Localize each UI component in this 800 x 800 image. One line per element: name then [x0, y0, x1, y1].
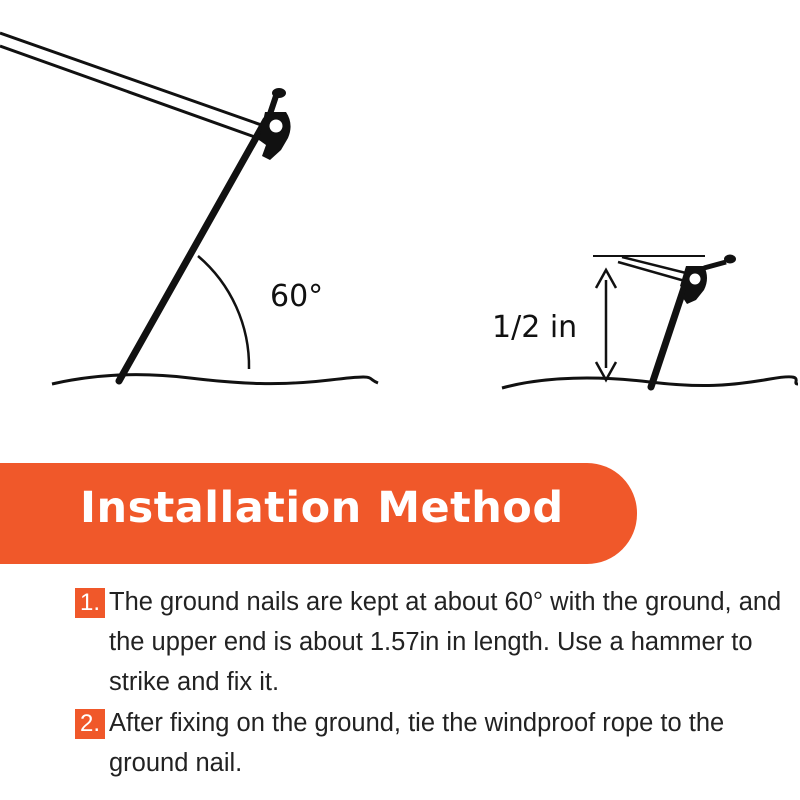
angle-label: 60° — [270, 279, 324, 314]
instruction-list — [75, 582, 790, 783]
instruction-step-2 — [75, 703, 790, 783]
height-illustration — [492, 255, 798, 389]
step-text: After fixing on the ground, tie the windproof rope to the ground nail. — [109, 709, 725, 777]
rope-left — [0, 33, 270, 141]
stake-right — [651, 276, 688, 387]
stake-hook-right — [680, 255, 736, 305]
instruction-step-1 — [75, 582, 790, 702]
stake-hook-left — [259, 88, 291, 160]
height-label: 1/2 in — [492, 310, 578, 345]
stake-left — [119, 120, 266, 381]
angle-arc — [198, 256, 249, 369]
banner-title: Installation Method — [80, 483, 564, 533]
step-number-badge: 2. — [75, 709, 105, 739]
height-arrow — [596, 270, 616, 380]
angle-illustration — [0, 33, 378, 384]
step-number-badge: 1. — [75, 588, 105, 618]
section-banner — [0, 463, 637, 564]
ground-line-left — [52, 375, 378, 384]
step-text: The ground nails are kept at about 60° with the ground, and the upper end is about 1.57in in length. Use a hammer to strike and fix it. — [109, 588, 782, 696]
